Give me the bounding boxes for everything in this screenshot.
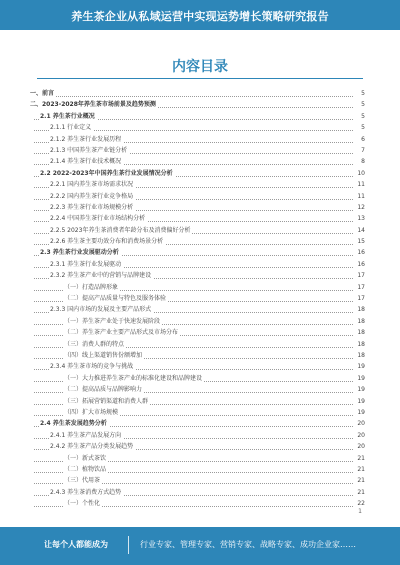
toc-entry-label: （一）养生茶产业处于快速发展阶段 bbox=[64, 316, 162, 327]
toc-entry-page: 15 bbox=[355, 236, 365, 247]
toc-entry-label: 2.1 养生茶行业概况 bbox=[40, 111, 97, 122]
toc-entry[interactable] bbox=[30, 145, 365, 156]
toc-entry-label: （二）提高品质与品牌影响力 bbox=[64, 384, 144, 395]
toc-entry-label: （一）个性化 bbox=[64, 498, 102, 508]
toc-entry-page: 13 bbox=[355, 213, 365, 224]
toc-entry-label: 2.2.3 养生茶行业市场规模分析 bbox=[50, 202, 135, 213]
toc-entry[interactable] bbox=[30, 191, 365, 202]
toc-entry[interactable] bbox=[30, 134, 365, 145]
footer-banner bbox=[0, 527, 400, 565]
toc-entry-page: 18 bbox=[355, 350, 365, 361]
toc-entry-label: 2.2.4 中国养生茶行业市场结构分析 bbox=[50, 213, 147, 224]
toc-entry-label: （三）消费人群的特点 bbox=[64, 339, 126, 350]
toc-entry-page: 7 bbox=[355, 145, 365, 156]
toc-entry[interactable] bbox=[30, 418, 365, 429]
toc-entry-label: （一）大力推进养生茶产业的标准化建设和品牌建设 bbox=[64, 373, 204, 384]
page-number: 1 bbox=[358, 508, 362, 515]
toc-entry[interactable] bbox=[30, 111, 365, 122]
toc-entry-page: 19 bbox=[355, 361, 365, 372]
toc-entry-label: 2.4 养生茶发展趋势分析 bbox=[40, 418, 109, 429]
toc-entry[interactable] bbox=[30, 202, 365, 213]
toc-heading: 内容目录 bbox=[172, 59, 228, 75]
toc-entry-page: 16 bbox=[355, 247, 365, 258]
toc-entry-page: 14 bbox=[355, 225, 365, 236]
toc-entry-page: 19 bbox=[355, 373, 365, 384]
toc-entry[interactable] bbox=[30, 361, 365, 372]
toc-entry-page: 6 bbox=[355, 134, 365, 145]
toc-entry[interactable] bbox=[30, 259, 365, 270]
toc-entry[interactable] bbox=[30, 236, 365, 247]
toc-entry-page: 10 bbox=[355, 168, 365, 179]
toc-entry[interactable] bbox=[30, 179, 365, 190]
toc-entry[interactable] bbox=[30, 304, 365, 315]
toc-entry[interactable] bbox=[30, 464, 365, 475]
toc-entry-page: 17 bbox=[355, 270, 365, 281]
toc-entry-label: （二）植物饮品 bbox=[64, 464, 108, 475]
toc-entry[interactable] bbox=[30, 327, 365, 338]
toc-entry-page: 18 bbox=[355, 327, 365, 338]
toc-entry-label: 2.2.5 2023年养生茶消费者年龄分布及消费偏好分析 bbox=[50, 225, 192, 236]
report-header-banner bbox=[0, 0, 400, 30]
toc-entry-label: （二）提高产品质量与特色及服务体验 bbox=[64, 293, 168, 304]
toc-entry-label: （一）新式茶饮 bbox=[64, 453, 108, 464]
toc-entry[interactable] bbox=[30, 373, 365, 384]
toc-entry-label: （二）养生茶产业主要产品形式及市场分布 bbox=[64, 327, 180, 338]
toc-entry-label: （一）打造品牌形象 bbox=[64, 282, 120, 293]
toc-entry[interactable] bbox=[30, 384, 365, 395]
toc-entry[interactable] bbox=[30, 99, 365, 110]
toc-entry-page: 18 bbox=[355, 339, 365, 350]
toc-entry[interactable] bbox=[30, 225, 365, 236]
toc-entry-page: 5 bbox=[355, 122, 365, 133]
toc-entry-page: 21 bbox=[355, 464, 365, 475]
toc-entry-label: 2.2.2 国内养生茶行业竞争格局 bbox=[50, 191, 135, 202]
toc-entry-page: 11 bbox=[355, 191, 365, 202]
toc-entry-page: 19 bbox=[355, 396, 365, 407]
toc-entry-label: （四）扩大市场规模 bbox=[64, 407, 120, 418]
toc-entry[interactable] bbox=[30, 407, 365, 418]
toc-entry-label: 2.3.4 养生茶市场的竞争与挑战 bbox=[50, 361, 135, 372]
toc-entry[interactable] bbox=[30, 156, 365, 167]
toc-entry-label: （四）线上渠道销售份额增加 bbox=[64, 350, 144, 361]
toc-entry[interactable] bbox=[30, 498, 365, 508]
toc-entry[interactable] bbox=[30, 122, 365, 133]
toc-entry-page: 18 bbox=[355, 316, 365, 327]
toc-entry-label: 2.3.1 养生茶行业发展驱动 bbox=[50, 259, 123, 270]
toc-entry-label: 2.4.3 养生茶消费方式趋势 bbox=[50, 487, 123, 498]
toc-entry[interactable] bbox=[30, 88, 365, 99]
toc-entry-page: 17 bbox=[355, 293, 365, 304]
toc-divider bbox=[37, 78, 363, 79]
footer-tagline: 行业专家、管理专家、营销专家、战略专家、成功企业家…… bbox=[140, 540, 356, 549]
toc-entry-page: 11 bbox=[355, 179, 365, 190]
table-of-contents bbox=[30, 88, 365, 508]
toc-entry-page: 18 bbox=[355, 304, 365, 315]
toc-dot-leader bbox=[34, 88, 353, 97]
toc-entry[interactable] bbox=[30, 441, 365, 452]
toc-entry-label: 2.4.2 养生茶产品分类发展趋势 bbox=[50, 441, 135, 452]
toc-entry-page: 17 bbox=[355, 282, 365, 293]
footer-divider bbox=[128, 536, 129, 554]
toc-entry-label: 2.2.1 国内养生茶市场需求状况 bbox=[50, 179, 135, 190]
toc-entry-page: 20 bbox=[355, 418, 365, 429]
toc-entry-label: 2.1.3 中国养生茶产业链分析 bbox=[50, 145, 129, 156]
toc-entry[interactable] bbox=[30, 475, 365, 486]
toc-entry[interactable] bbox=[30, 453, 365, 464]
toc-entry[interactable] bbox=[30, 396, 365, 407]
toc-entry-label: 2.3.2 养生茶产业中的营销与品牌建设 bbox=[50, 270, 153, 281]
toc-entry-page: 5 bbox=[355, 111, 365, 122]
toc-entry-label: 2.3 养生茶行业发展驱动分析 bbox=[40, 247, 121, 258]
toc-entry-page: 12 bbox=[355, 202, 365, 213]
toc-entry-label: 一、前言 bbox=[30, 88, 56, 99]
toc-entry[interactable] bbox=[30, 430, 365, 441]
toc-entry-page: 16 bbox=[355, 259, 365, 270]
toc-entry-page: 19 bbox=[355, 384, 365, 395]
toc-entry[interactable] bbox=[30, 213, 365, 224]
toc-entry-page: 5 bbox=[355, 88, 365, 99]
toc-entry[interactable] bbox=[30, 316, 365, 327]
toc-entry-page: 21 bbox=[355, 453, 365, 464]
toc-entry-page: 8 bbox=[355, 156, 365, 167]
toc-entry[interactable] bbox=[30, 168, 365, 179]
toc-entry-page: 21 bbox=[355, 487, 365, 498]
toc-entry-page: 22 bbox=[355, 498, 365, 508]
toc-entry[interactable] bbox=[30, 350, 365, 361]
toc-entry[interactable] bbox=[30, 487, 365, 498]
toc-entry[interactable] bbox=[30, 282, 365, 293]
toc-entry-label: 2.1.2 养生茶行业发展历程 bbox=[50, 134, 123, 145]
toc-entry-label: 2.1.4 养生茶行业技术概况 bbox=[50, 156, 123, 167]
toc-entry[interactable] bbox=[30, 270, 365, 281]
toc-entry-label: 2.2.6 养生茶主要功效分布和消费场景分析 bbox=[50, 236, 165, 247]
toc-entry[interactable] bbox=[30, 339, 365, 350]
toc-entry-label: 2.3.3 国内市场的发展及主要产品形式 bbox=[50, 304, 153, 315]
toc-entry-page: 21 bbox=[355, 475, 365, 486]
toc-entry-label: （三）拓展营销渠道和消费人群 bbox=[64, 396, 150, 407]
toc-entry-page: 5 bbox=[355, 99, 365, 110]
toc-entry-page: 20 bbox=[355, 430, 365, 441]
toc-entry[interactable] bbox=[30, 247, 365, 258]
toc-entry-label: 2.1.1 行业定义 bbox=[50, 122, 93, 133]
toc-entry-page: 19 bbox=[355, 407, 365, 418]
report-title: 养生茶企业从私域运营中实现运势增长策略研究报告 bbox=[71, 10, 329, 23]
toc-entry[interactable] bbox=[30, 293, 365, 304]
toc-entry-page: 20 bbox=[355, 441, 365, 452]
footer-slogan: 让每个人都能成为 bbox=[44, 540, 108, 549]
toc-entry-label: 2.4.1 养生茶产品发展方向 bbox=[50, 430, 123, 441]
toc-entry-label: 二、2023-2028年养生茶市场前景及趋势预测 bbox=[30, 99, 158, 110]
toc-entry-label: （三）代用茶 bbox=[64, 475, 102, 486]
toc-entry-label: 2.2 2022-2023年中国养生茶行业发展情况分析 bbox=[40, 168, 175, 179]
